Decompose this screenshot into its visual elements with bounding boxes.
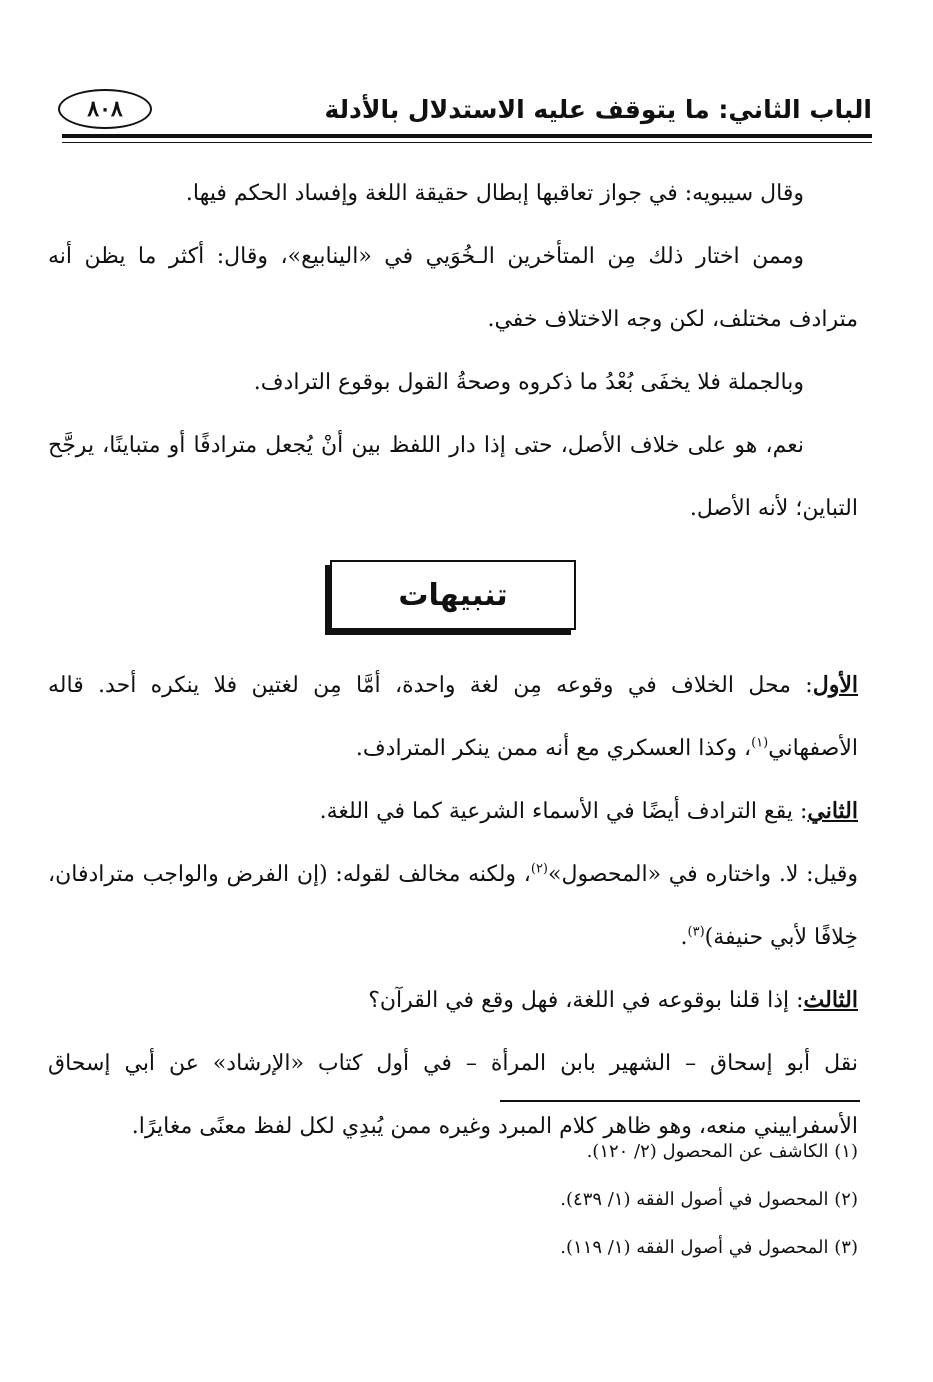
note-label: الأول <box>812 672 858 698</box>
footnote-ref[interactable]: (٢) <box>530 861 548 877</box>
note-label: الثالث <box>803 987 858 1013</box>
paragraph: وممن اختار ذلك مِن المتأخرين الـخُوَيي في «الينابيع»، وقال: أكثر ما يظن أنه مترادف مختلف، لكن وجه الاختلاف خفي. <box>48 244 858 332</box>
section-title-box <box>330 560 576 630</box>
note-text: : يقع الترادف أيضًا في الأسماء الشرعية كما في اللغة. <box>319 799 808 824</box>
note-text: ، وكذا العسكري مع أنه ممن ينكر المترادف. <box>355 736 752 761</box>
main-text <box>48 162 858 1158</box>
page-number: ٨٠٨ <box>58 89 152 129</box>
note-qila <box>48 843 858 969</box>
paragraph: وقال سيبويه: في جواز تعاقبها إبطال حقيقة اللغة وإفساد الحكم فيها. <box>185 181 804 206</box>
paragraph: نعم، هو على خلاف الأصل، حتى إذا دار اللفظ بين أنْ يُجعل مترادفًا أو متباينًا، يرجَّح التباين؛ لأنه الأصل. <box>48 433 858 521</box>
footnote: (٢) المحصول في أصول الفقه (١/ ٤٣٩). <box>560 1189 858 1210</box>
note-text: : محل الخلاف في وقوعه مِن لغة واحدة، أمَّا مِن لغتين فلا ينكره أحد. قاله الأصفهاني <box>48 673 858 761</box>
header-rule-thick <box>62 134 872 138</box>
footnote: (١) الكاشف عن المحصول (٢/ ١٢٠). <box>586 1141 858 1162</box>
footnote: (٣) المحصول في أصول الفقه (١/ ١١٩). <box>560 1237 858 1258</box>
running-title: الباب الثاني: ما يتوقف عليه الاستدلال بالأدلة <box>324 94 872 124</box>
header-rule-thin <box>62 142 872 143</box>
footnote-ref[interactable]: (١) <box>751 735 769 751</box>
note-text: . <box>680 925 688 950</box>
paragraph: وبالجملة فلا يخفَى بُعْدُ ما ذكروه وصحةُ القول بوقوع الترادف. <box>253 370 804 395</box>
page-header <box>62 86 872 132</box>
footnote-separator <box>500 1100 860 1102</box>
note-third <box>48 969 858 1032</box>
note-text: : إذا قلنا بوقوعه في اللغة، فهل وقع في القرآن؟ <box>368 988 804 1013</box>
note-first <box>48 654 858 780</box>
note-label: الثاني <box>807 798 858 824</box>
note-text: ، ولكنه مخالف لقوله: (إن الفرض والواجب مترادفان، خِلافًا لأبي حنيفة) <box>48 862 858 950</box>
note-text: وقيل: لا. واختاره في «المحصول» <box>548 862 858 887</box>
closing-paragraph: نقل أبو إسحاق – الشهير بابن المرأة – في أول كتاب «الإرشاد» عن أبي إسحاق الأسفراييني منعه، وهو ظاهر كلام المبرد وغيره ممن يُبدِي لكل لفظ معنًى مغايرًا. <box>48 1051 858 1139</box>
footnotes <box>48 1128 858 1272</box>
footnote-ref[interactable]: (٣) <box>687 924 705 940</box>
note-second <box>48 780 858 843</box>
section-title: تنبيهات <box>398 577 508 613</box>
